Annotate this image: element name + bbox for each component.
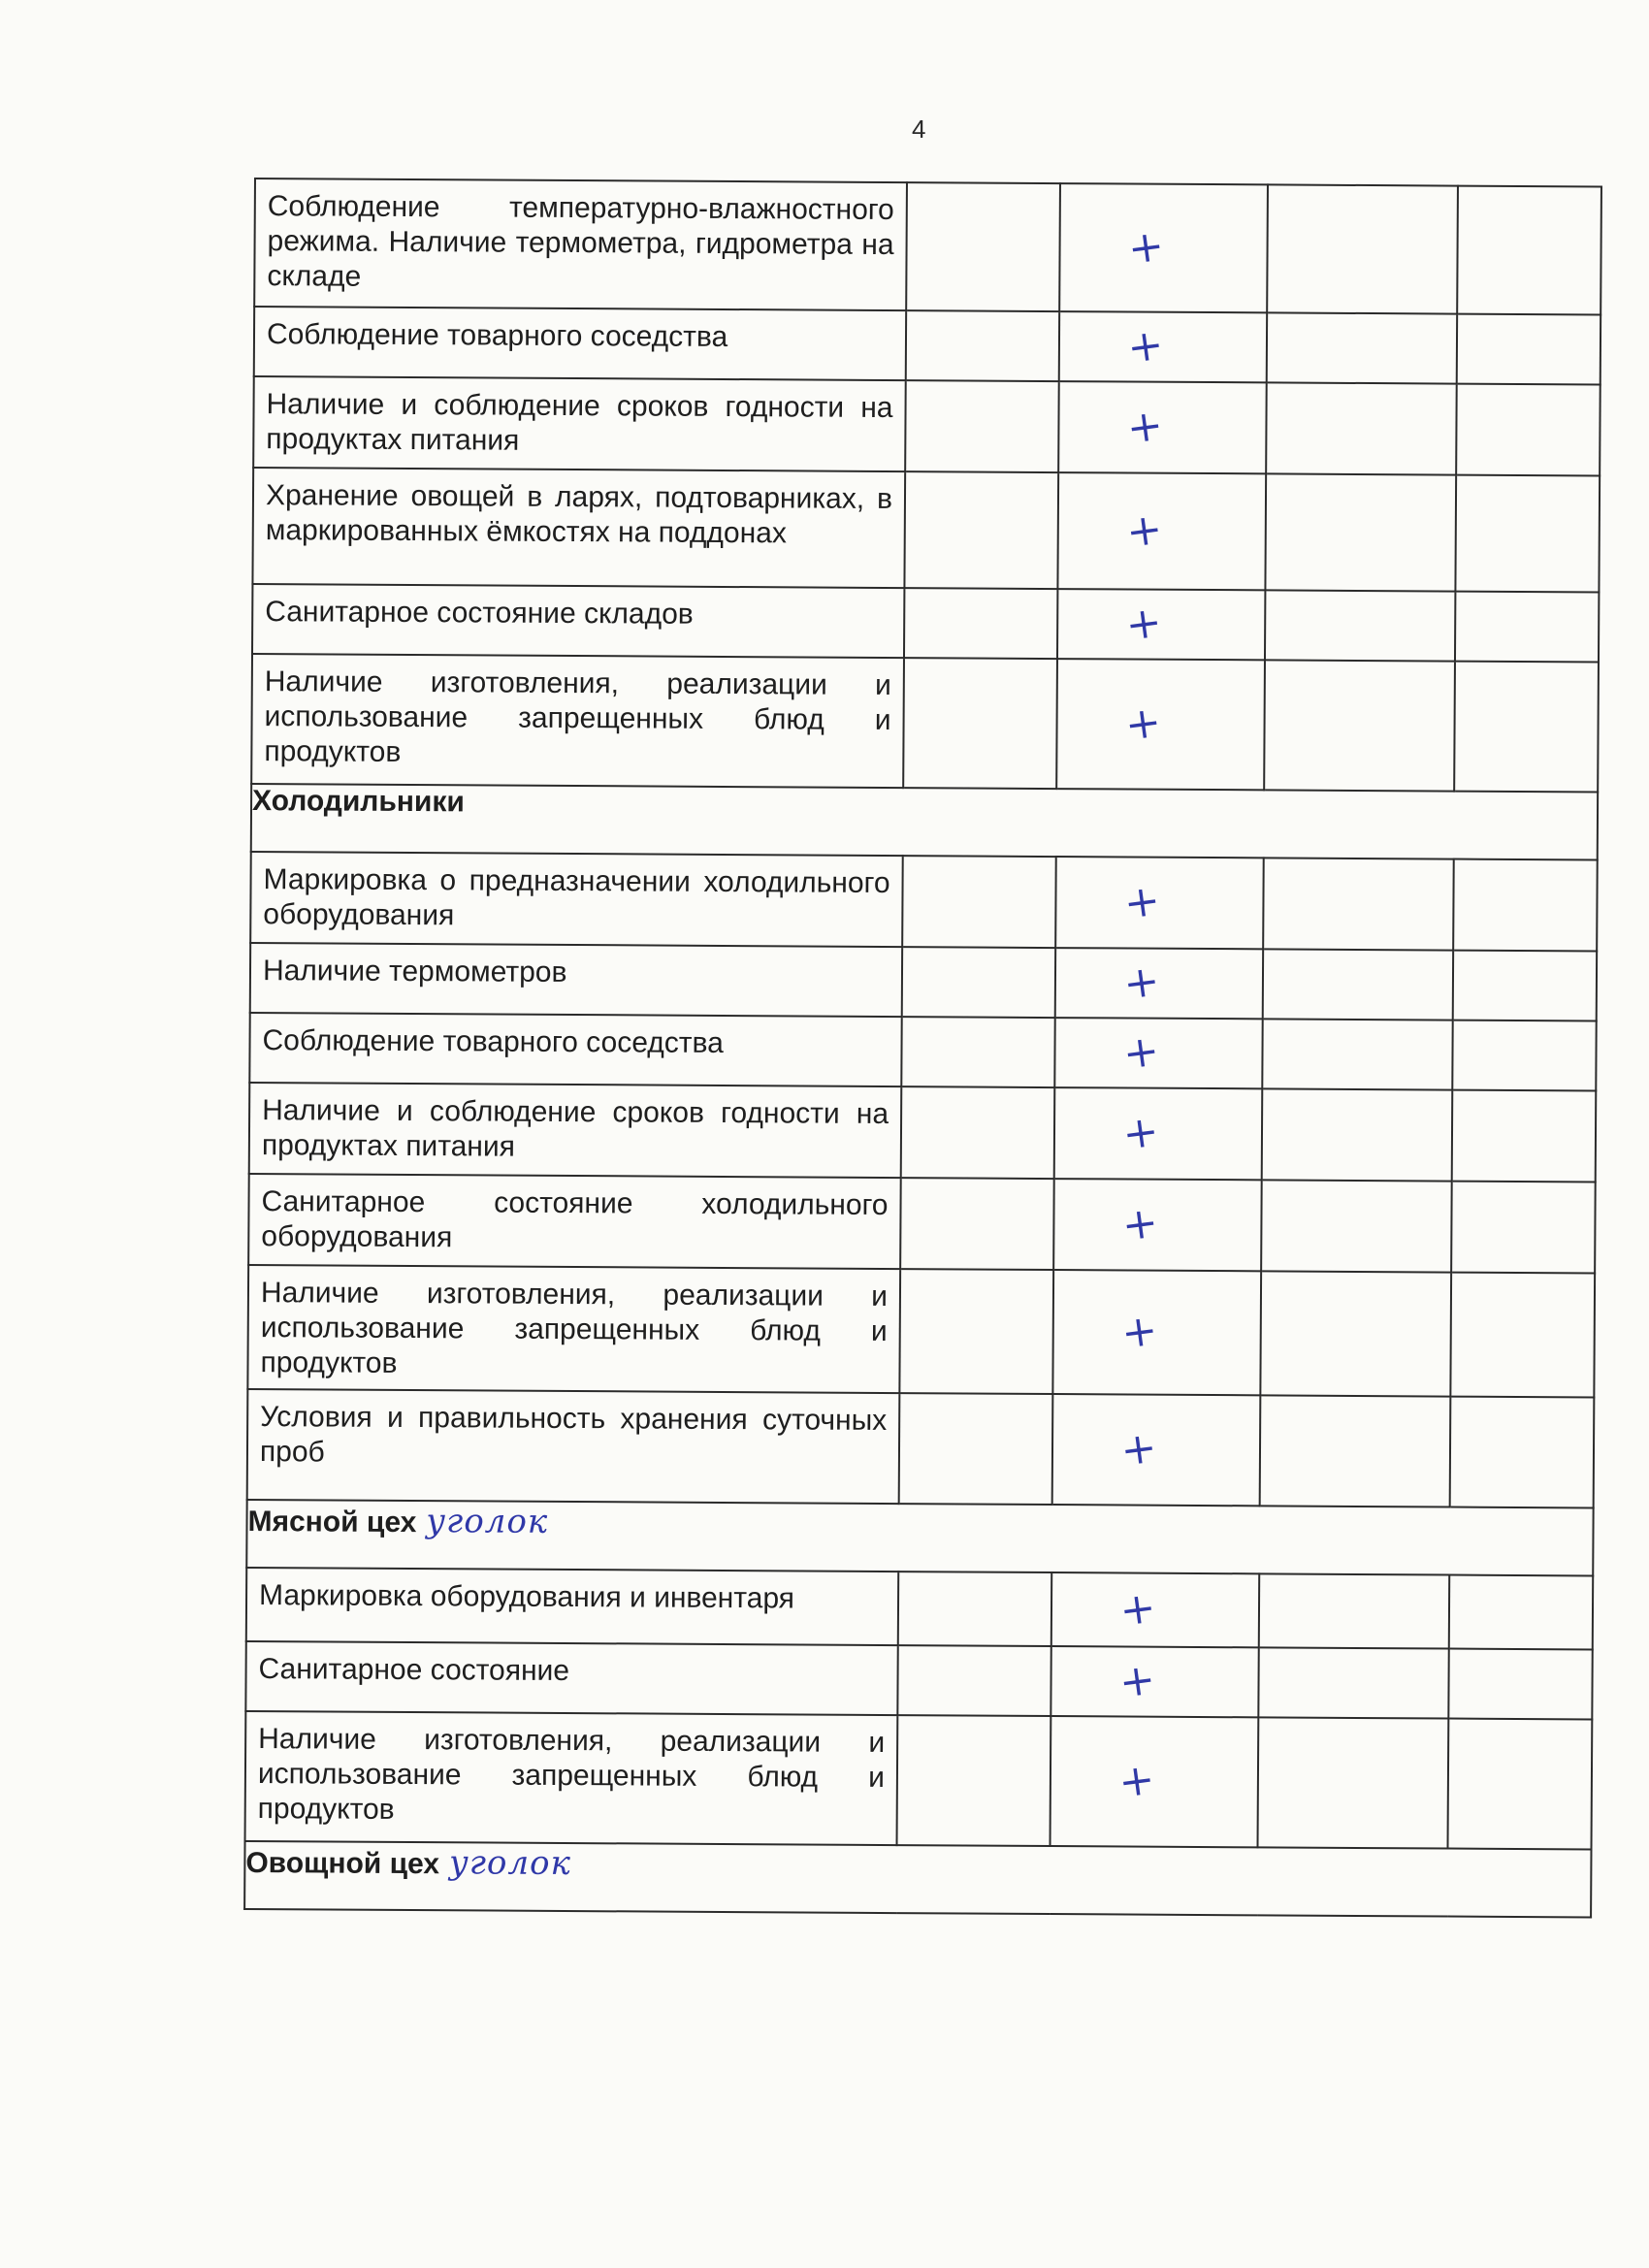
checklist-row [251, 654, 1599, 792]
criterion-text: Соблюдение температурно-влажностного режима. Наличие термометра, гидрометра на складе [267, 190, 894, 293]
page-number: 4 [912, 114, 926, 144]
criterion-cell [247, 1389, 900, 1504]
criterion-cell [249, 1083, 902, 1178]
compliance-mark-cell [1053, 1179, 1262, 1271]
criterion-cell [247, 1265, 900, 1393]
criterion-cell [252, 468, 905, 588]
empty-cell [1457, 314, 1600, 385]
section-title: Овощной цех [245, 1846, 440, 1881]
empty-cell [900, 1178, 1054, 1270]
empty-cell [1448, 1649, 1592, 1720]
empty-cell [1263, 858, 1454, 950]
criterion-text: Условия и правильность хранения суточных проб [259, 1401, 888, 1469]
compliance-mark-cell [1059, 311, 1267, 382]
empty-cell [1260, 1271, 1451, 1396]
compliance-mark-cell [1059, 183, 1268, 312]
handwritten-plus-mark: + [1120, 956, 1163, 1010]
empty-cell [1265, 590, 1455, 661]
checklist-row [253, 376, 1600, 475]
empty-cell [904, 471, 1058, 589]
empty-cell [899, 1393, 1053, 1505]
compliance-mark-cell [1057, 472, 1266, 590]
section-title-cell [251, 784, 1598, 859]
empty-cell [1457, 186, 1601, 315]
checklist-row [250, 852, 1598, 951]
empty-cell [1450, 1273, 1595, 1398]
compliance-mark-cell [1055, 948, 1263, 1019]
criterion-cell [253, 376, 906, 471]
compliance-mark-cell [1051, 1646, 1258, 1717]
checklist-row [250, 943, 1597, 1021]
empty-cell [1267, 312, 1457, 383]
handwritten-plus-mark: + [1120, 875, 1164, 929]
empty-cell [1448, 1719, 1593, 1850]
section-title: Холодильники [251, 785, 465, 819]
criterion-text: Санитарное состояние холодильного оборудования [261, 1185, 889, 1254]
empty-cell [1259, 1573, 1449, 1648]
inspection-checklist-table [243, 178, 1602, 1918]
criterion-cell [254, 307, 906, 380]
section-title: Мясной цех [247, 1505, 417, 1539]
section-title-cell [246, 1500, 1593, 1575]
empty-cell [903, 658, 1057, 789]
empty-cell [902, 947, 1055, 1018]
checklist-row [246, 1568, 1593, 1649]
checklist-row [254, 178, 1601, 314]
empty-cell [1453, 951, 1597, 1021]
empty-cell [906, 182, 1060, 311]
compliance-mark-cell [1052, 1270, 1261, 1395]
empty-cell [1455, 592, 1599, 663]
empty-cell [1454, 662, 1599, 793]
empty-cell [1453, 859, 1598, 952]
empty-cell [901, 1017, 1054, 1087]
checklist-row [247, 1265, 1595, 1397]
criterion-cell [245, 1641, 897, 1715]
checklist-row [248, 1174, 1596, 1273]
checklist-row [245, 1711, 1593, 1849]
checklist-body [244, 178, 1601, 1917]
criterion-cell [248, 1174, 901, 1269]
empty-cell [901, 1086, 1055, 1179]
compliance-mark-cell [1051, 1716, 1259, 1847]
compliance-mark-cell [1052, 1394, 1261, 1506]
criterion-text: Маркировка о предназначении холодильного оборудования [263, 863, 890, 932]
criterion-text: Наличие изготовления, реализации и использование запрещенных блюд и продуктов [260, 1277, 889, 1379]
empty-cell [897, 1645, 1051, 1716]
empty-cell [897, 1715, 1051, 1846]
empty-cell [1258, 1717, 1449, 1848]
criterion-text: Наличие и соблюдение сроков годности на продуктах питания [261, 1094, 889, 1163]
criterion-text: Наличие изготовления, реализации и использование запрещенных блюд и продуктов [257, 1723, 886, 1826]
empty-cell [1449, 1575, 1593, 1650]
empty-cell [899, 1269, 1053, 1394]
criterion-cell [252, 584, 904, 658]
checklist-row [247, 1389, 1595, 1507]
handwritten-plus-mark: + [1124, 220, 1168, 275]
criterion-cell [245, 1711, 898, 1845]
empty-cell [905, 380, 1059, 472]
compliance-mark-cell [1057, 589, 1265, 660]
handwritten-plus-mark: + [1116, 1582, 1159, 1636]
handwritten-plus-mark: + [1123, 400, 1167, 454]
criterion-text: Соблюдение товарного соседства [262, 1024, 724, 1059]
compliance-mark-cell [1058, 381, 1267, 473]
empty-cell [904, 588, 1057, 659]
criterion-text: Санитарное состояние [258, 1653, 570, 1688]
empty-cell [1266, 382, 1457, 474]
handwritten-plus-mark: + [1116, 1654, 1159, 1708]
checklist-row [249, 1083, 1597, 1182]
criterion-text: Маркировка оборудования и инвентаря [258, 1579, 795, 1615]
empty-cell [898, 1571, 1051, 1646]
checklist-row [245, 1641, 1592, 1719]
handwritten-plus-mark: + [1124, 319, 1167, 373]
empty-cell [1456, 384, 1600, 476]
section-header-row [251, 784, 1598, 859]
handwritten-plus-mark: + [1118, 1197, 1162, 1251]
criterion-text: Хранение овощей в ларях, подтоварниках, в маркированных ёмкостях на поддонах [265, 479, 893, 550]
handwritten-plus-mark: + [1118, 1305, 1161, 1359]
empty-cell [1262, 1019, 1452, 1089]
section-header-row [244, 1841, 1591, 1917]
handwritten-note: уголок [448, 1843, 571, 1884]
empty-cell [1261, 1180, 1452, 1272]
criterion-text: Наличие изготовления, реализации и использование запрещенных блюд и продуктов [264, 665, 891, 768]
compliance-mark-cell [1055, 857, 1264, 949]
handwritten-plus-mark: + [1123, 503, 1166, 558]
empty-cell [1264, 660, 1455, 791]
criterion-cell [250, 852, 903, 947]
criterion-cell [250, 943, 902, 1017]
criterion-text: Наличие термометров [262, 955, 567, 988]
empty-cell [1452, 1021, 1596, 1091]
compliance-mark-cell [1056, 659, 1265, 790]
empty-cell [1262, 1088, 1453, 1181]
empty-cell [1258, 1647, 1448, 1718]
handwritten-note: уголок [426, 1502, 549, 1541]
checklist-row [252, 468, 1600, 592]
criterion-text: Наличие и соблюдение сроков годности на продуктах питания [266, 388, 893, 457]
empty-cell [1450, 1397, 1595, 1508]
criterion-text: Санитарное состояние складов [265, 596, 694, 631]
empty-cell [1267, 184, 1458, 313]
empty-cell [1452, 1090, 1597, 1183]
compliance-mark-cell [1051, 1572, 1259, 1647]
empty-cell [902, 856, 1056, 948]
criterion-text: Соблюдение товарного соседства [266, 318, 728, 353]
empty-cell [1455, 475, 1600, 593]
empty-cell [1451, 1182, 1596, 1274]
checklist-row [249, 1013, 1596, 1090]
criterion-cell [254, 178, 907, 310]
criterion-cell [249, 1013, 901, 1086]
empty-cell [1263, 949, 1453, 1020]
criterion-cell [251, 654, 904, 788]
handwritten-plus-mark: + [1122, 597, 1165, 651]
compliance-mark-cell [1054, 1018, 1262, 1088]
handwritten-plus-mark: + [1119, 1106, 1162, 1160]
empty-cell [1260, 1395, 1451, 1507]
handwritten-plus-mark: + [1116, 1754, 1158, 1808]
checklist-row [252, 584, 1599, 662]
handwritten-plus-mark: + [1119, 1025, 1163, 1080]
section-header-row [246, 1500, 1593, 1575]
empty-cell [1265, 473, 1456, 591]
handwritten-plus-mark: + [1117, 1422, 1160, 1476]
compliance-mark-cell [1054, 1087, 1263, 1180]
criterion-cell [246, 1568, 898, 1645]
section-title-cell [244, 1841, 1591, 1917]
handwritten-plus-mark: + [1121, 697, 1165, 751]
empty-cell [906, 310, 1059, 381]
checklist-row [254, 307, 1600, 384]
